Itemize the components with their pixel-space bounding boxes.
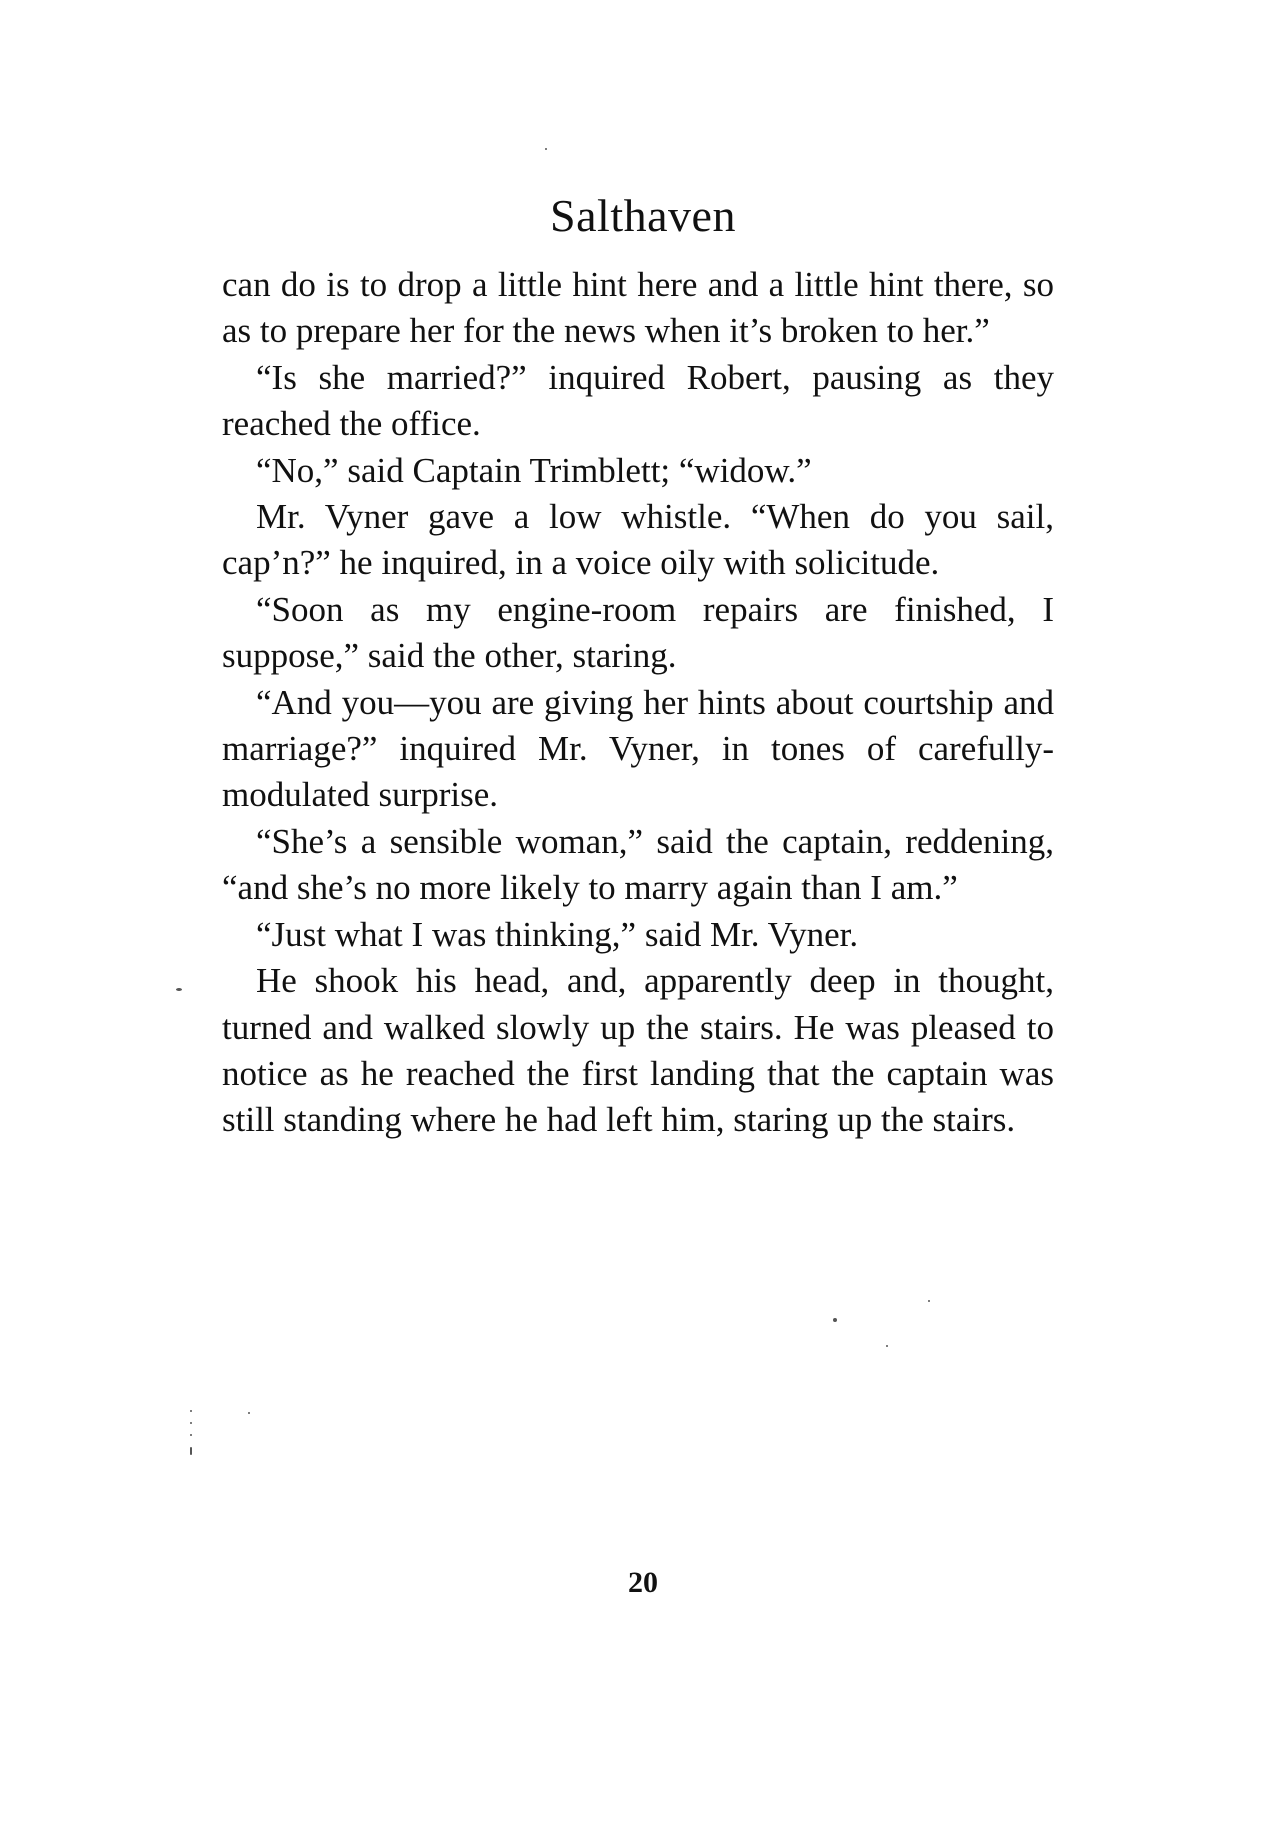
paragraph: “And you—you are giving her hints about courtship and marriage?” inquired Mr. Vyner, in tones of carefully-modulated surprise. — [222, 682, 1054, 815]
scan-speck — [190, 1447, 192, 1455]
scan-speck — [176, 988, 182, 991]
scan-speck — [190, 1434, 192, 1436]
scan-speck — [248, 1412, 250, 1414]
page-number: 20 — [628, 1566, 658, 1599]
paragraph: “Soon as my engine-room repairs are finished, I suppose,” said the other, staring. — [222, 589, 1054, 676]
paragraph-continuation: can do is to drop a little hint here and a little hint there, so as to prepare her for the news when it’s broken to her.” — [222, 265, 1054, 351]
scan-speck — [545, 148, 547, 150]
running-head: Salthaven — [550, 190, 736, 241]
scan-speck — [190, 1422, 192, 1424]
scan-speck — [833, 1318, 837, 1322]
paragraph: “Just what I was thinking,” said Mr. Vyner. — [256, 914, 859, 954]
paragraph: “She’s a sensible woman,” said the captain, reddening, “and she’s no more likely to marry again than I am.” — [222, 821, 1054, 908]
paragraph: “Is she married?” inquired Robert, pausing as they reached the office. — [222, 357, 1054, 444]
paragraph: “No,” said Captain Trimblett; “widow.” — [256, 450, 812, 490]
paragraph: He shook his head, and, apparently deep in thought, turned and walked slowly up the stairs. He was pleased to notice as he reached the first landing that the captain was still standing where he had left him, staring up the stairs. — [222, 961, 1054, 1140]
scan-speck — [886, 1345, 888, 1347]
paragraph: Mr. Vyner gave a low whistle. “When do you sail, cap’n?” he inquired, in a voice oily with solicitude. — [222, 497, 1054, 583]
scan-speck — [190, 1410, 192, 1412]
scan-speck — [928, 1300, 930, 1302]
body-text — [222, 262, 1054, 1144]
